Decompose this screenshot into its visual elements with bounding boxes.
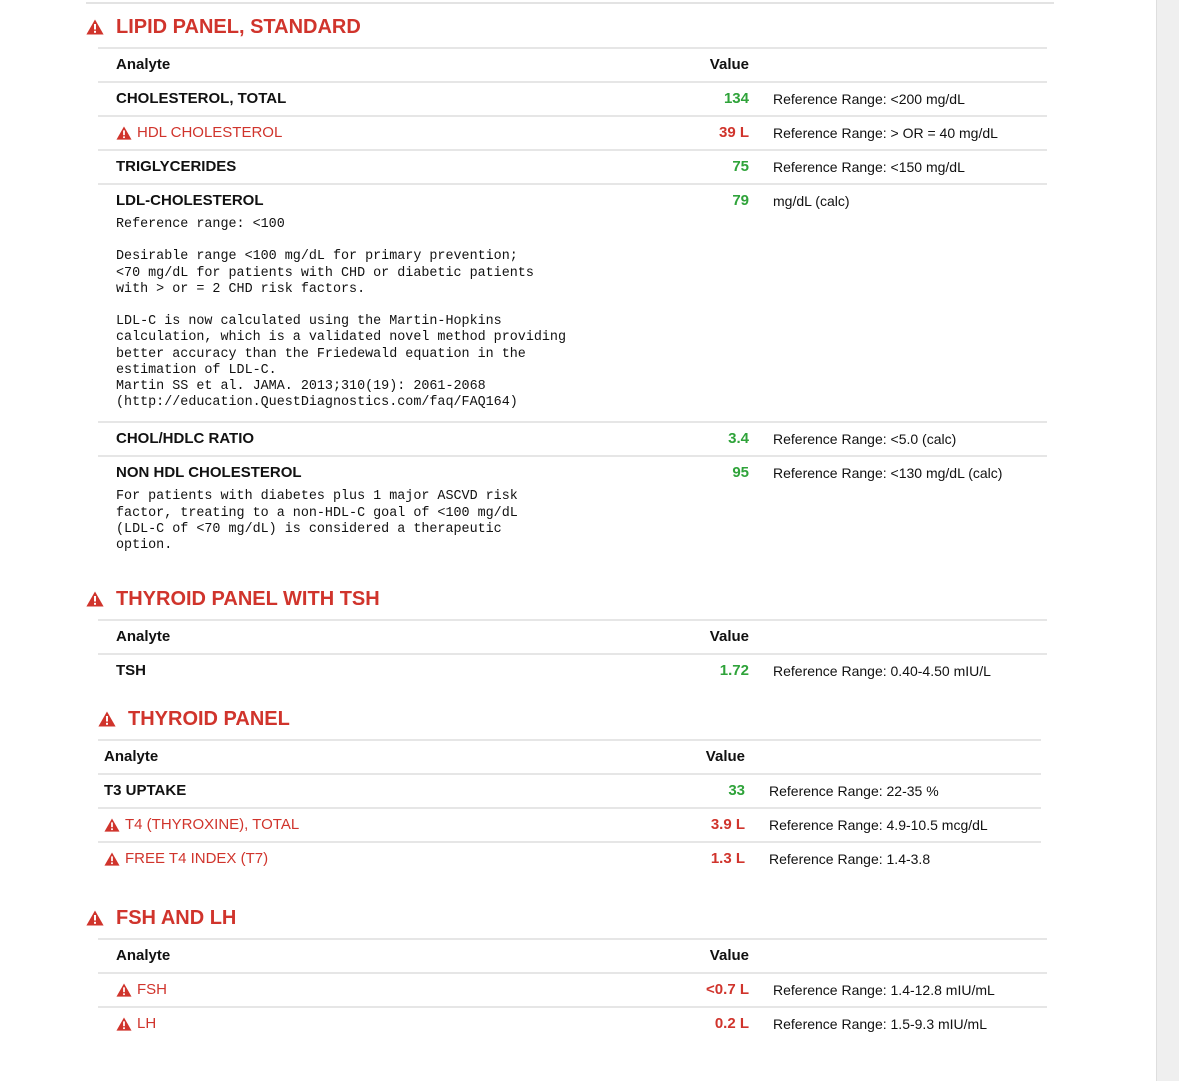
- result-value: 79: [732, 192, 749, 209]
- warning-icon: [86, 910, 104, 926]
- reference-range: Reference Range: 0.40-4.50 mIU/L: [773, 663, 991, 679]
- vertical-scrollbar[interactable]: [1156, 0, 1179, 1081]
- reference-range: Reference Range: 1.5-9.3 mIU/mL: [773, 1016, 987, 1032]
- result-row-chol-hdlc-ratio: [98, 422, 1047, 456]
- analyte-name-abnormal: [116, 1008, 682, 1040]
- analyte-header: Analyte: [116, 56, 171, 73]
- result-value: 95: [732, 464, 749, 482]
- value-header: Value: [709, 56, 749, 73]
- lipid-panel-section: [86, 12, 1047, 564]
- analyte-name: TSH: [116, 662, 146, 679]
- result-value: 75: [732, 158, 749, 175]
- value-header: Value: [709, 628, 749, 645]
- analyte-name: LH: [137, 1015, 157, 1032]
- analyte-name: CHOL/HDLC RATIO: [116, 430, 255, 448]
- warning-icon: [104, 852, 120, 866]
- analyte-name: FREE T4 INDEX (T7): [125, 850, 269, 867]
- analyte-name: TRIGLYCERIDES: [116, 158, 237, 175]
- result-value: 134: [723, 90, 749, 107]
- analyte-header: Analyte: [116, 947, 171, 964]
- analyte-name: CHOLESTEROL, TOTAL: [116, 90, 287, 107]
- analyte-name: T3 UPTAKE: [104, 782, 187, 799]
- result-value: 0.2 L: [714, 1015, 749, 1032]
- table-header-row: [98, 620, 1047, 654]
- thyroid-panel-section: [98, 704, 1041, 875]
- reference-range: Reference Range: <200 mg/dL: [773, 91, 965, 107]
- result-value: 3.9 L: [710, 816, 745, 833]
- result-row-triglycerides: [98, 150, 1047, 184]
- warning-icon: [116, 126, 132, 140]
- lipid-results-table: [98, 47, 1047, 564]
- warning-icon: [86, 591, 104, 607]
- result-value: 3.4: [728, 430, 749, 448]
- result-value: 1.3 L: [710, 850, 745, 867]
- reference-range: Reference Range: > OR = 40 mg/dL: [773, 125, 998, 141]
- analyte-name-abnormal: [104, 809, 678, 841]
- analyte-name: NON HDL CHOLESTEROL: [116, 464, 302, 482]
- analyte-name: HDL CHOLESTEROL: [137, 124, 283, 141]
- result-value: 1.72: [719, 662, 749, 679]
- result-row-tsh: [98, 654, 1047, 687]
- table-header-row: [98, 48, 1047, 82]
- reference-range: Reference Range: 1.4-3.8: [769, 851, 931, 867]
- result-value: 33: [728, 782, 745, 799]
- fsh-lh-results-table: [98, 938, 1047, 1040]
- thyroid-panel-title: [98, 704, 1041, 734]
- result-comment: Reference range: <100 Desirable range <100 mg/dL for primary prevention; <70 mg/dL for patients with CHD or diabetic patients with > or = 2 CHD risk factors. LDL-C is now calculated using the Martin-Hopkins calculation, which is a validated novel method providing better accuracy than the Friedewald equation in the estimation of LDL-C. Martin SS et al. JAMA. 2013;310(19): 2061-2068 (http://education.QuestDiagnostics.com/faq/FAQ164): [116, 217, 566, 411]
- fsh-lh-section: [86, 903, 1047, 1040]
- analyte-name: LDL-CHOLESTEROL: [116, 192, 264, 209]
- result-row-lh: [98, 1007, 1047, 1040]
- section-title-text: LIPID PANEL, STANDARD: [116, 15, 361, 38]
- result-row-fsh: [98, 973, 1047, 1007]
- result-value: <0.7 L: [706, 981, 749, 998]
- analyte-name: T4 (THYROXINE), TOTAL: [125, 816, 300, 833]
- thyroid-results-table: [98, 739, 1041, 875]
- result-comment: For patients with diabetes plus 1 major ASCVD risk factor, treating to a non-HDL-C goal of <100 mg/dL (LDL-C of <70 mg/dL) is considered a therapeutic option.: [116, 489, 518, 554]
- analyte-name-abnormal: [116, 117, 682, 149]
- warning-icon: [86, 19, 104, 35]
- section-title-text: THYROID PANEL: [128, 707, 290, 730]
- result-row-t4-total: [98, 808, 1041, 842]
- warning-icon: [104, 818, 120, 832]
- result-row-hdl-cholesterol: [98, 116, 1047, 150]
- reference-range: Reference Range: 4.9-10.5 mcg/dL: [769, 817, 988, 833]
- analyte-header: Analyte: [116, 628, 171, 645]
- result-row-non-hdl-cholesterol: [98, 456, 1047, 564]
- warning-icon: [116, 1017, 132, 1031]
- reference-range: Reference Range: 22-35 %: [769, 783, 939, 799]
- fsh-lh-title: [86, 903, 1047, 933]
- analyte-name: FSH: [137, 981, 167, 998]
- result-row-free-t4-index: [98, 842, 1041, 875]
- reference-range: Reference Range: <130 mg/dL (calc): [773, 465, 1003, 482]
- result-row-t3-uptake: [98, 774, 1041, 808]
- warning-icon: [116, 983, 132, 997]
- reference-range: Reference Range: <150 mg/dL: [773, 159, 965, 175]
- analyte-header: Analyte: [104, 748, 159, 765]
- top-divider: [86, 2, 1054, 4]
- value-header: Value: [709, 947, 749, 964]
- warning-icon: [98, 711, 116, 727]
- section-title-text: FSH AND LH: [116, 906, 237, 929]
- value-header: Value: [705, 748, 745, 765]
- reference-range: Reference Range: 1.4-12.8 mIU/mL: [773, 982, 995, 998]
- thyroid-tsh-results-table: [98, 619, 1047, 687]
- result-value: 39 L: [718, 124, 749, 141]
- result-row-ldl-cholesterol: [98, 184, 1047, 422]
- reference-range: Reference Range: <5.0 (calc): [773, 431, 957, 448]
- result-row-cholesterol-total: [98, 82, 1047, 116]
- lipid-panel-title: [86, 12, 1047, 42]
- analyte-name-abnormal: [104, 843, 678, 875]
- analyte-name-abnormal: [116, 974, 682, 1006]
- reference-range: mg/dL (calc): [773, 193, 850, 209]
- section-title-text: THYROID PANEL WITH TSH: [116, 587, 380, 610]
- thyroid-tsh-title: [86, 584, 1047, 614]
- thyroid-tsh-section: [86, 584, 1047, 687]
- table-header-row: [98, 740, 1041, 774]
- table-header-row: [98, 939, 1047, 973]
